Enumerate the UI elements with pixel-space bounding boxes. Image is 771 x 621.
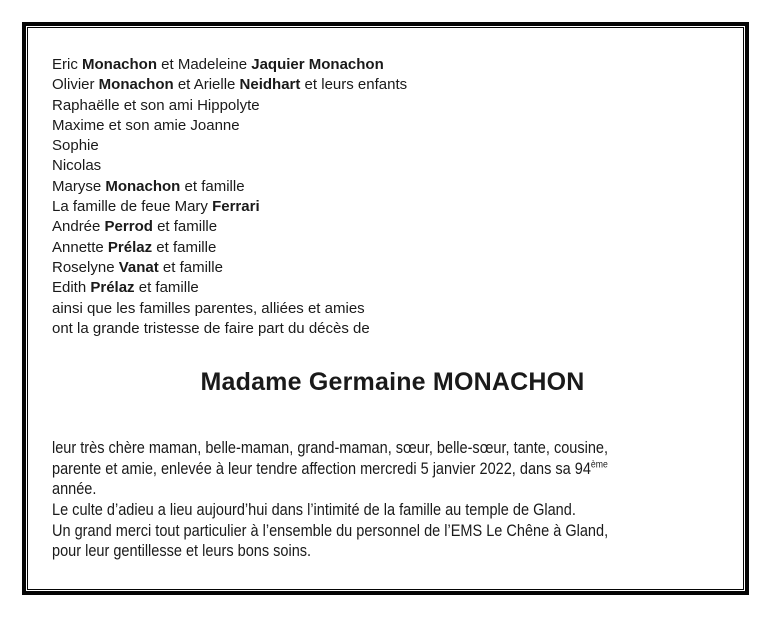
text-segment: et famille xyxy=(158,258,223,276)
surname-bold: Monachon xyxy=(82,56,157,73)
text-segment: ainsi que les familles parentes, alliées et amies xyxy=(52,299,365,317)
notice-line xyxy=(52,278,733,298)
notice-line xyxy=(52,459,651,480)
surname-bold: Monachon xyxy=(98,76,174,94)
notice-line xyxy=(52,197,733,217)
text-segment: La famille de feue Mary xyxy=(52,198,213,216)
surname-bold: Jaquier Monachon xyxy=(251,56,384,73)
text-segment: Un grand merci tout particulier à l’ensemble du personnel de l’EMS Le Chêne à Gland, xyxy=(52,521,609,540)
notice-line xyxy=(52,479,651,500)
surname-bold: Prélaz xyxy=(90,279,135,297)
text-segment: et famille xyxy=(152,218,218,236)
text-segment: Olivier xyxy=(52,76,99,94)
text-segment: et leurs enfants xyxy=(300,76,408,94)
text-segment: ont la grande tristesse de faire part du décès de xyxy=(52,319,370,337)
text-segment: Raphaëlle et son ami Hippolyte xyxy=(52,96,260,114)
notice-line xyxy=(52,156,733,176)
notice-line xyxy=(52,177,733,197)
text-segment: et Arielle xyxy=(173,76,240,94)
text-segment: et famille xyxy=(152,238,217,256)
text-segment: et Madeleine xyxy=(157,56,252,73)
notice-line xyxy=(52,116,733,136)
notice-line xyxy=(52,299,733,319)
notice-line xyxy=(52,217,733,237)
surname-bold: Monachon xyxy=(105,177,181,195)
family-names-list xyxy=(52,55,733,339)
ordinal-superscript: ème xyxy=(590,459,608,471)
deceased-name-title: Madame Germaine MONACHON xyxy=(200,368,585,397)
death-notice-frame xyxy=(22,22,749,595)
text-segment: et famille xyxy=(134,279,199,297)
text-segment: Edith xyxy=(52,279,91,297)
surname-bold: Neidhart xyxy=(239,76,301,94)
notice-line xyxy=(52,75,733,95)
text-segment: Le culte d’adieu a lieu aujourd’hui dans l’intimité de la famille au temple de Gland. xyxy=(52,500,576,519)
text-segment: et famille xyxy=(180,177,245,195)
surname-bold: Prélaz xyxy=(107,238,153,256)
text-segment: Nicolas xyxy=(52,157,102,175)
text-segment: Maryse xyxy=(52,177,106,195)
notice-line xyxy=(52,55,733,75)
text-segment: Andrée xyxy=(52,218,105,236)
notice-line xyxy=(52,521,651,542)
text-segment: pour leur gentillesse et leurs bons soins. xyxy=(52,542,312,561)
text-segment: Sophie xyxy=(52,137,99,155)
text-segment: Annette xyxy=(52,238,108,256)
notice-line xyxy=(52,238,733,258)
text-segment: Eric xyxy=(52,56,82,73)
notice-line xyxy=(52,96,733,116)
surname-bold: Ferrari xyxy=(212,198,260,216)
surname-bold: Vanat xyxy=(118,258,159,276)
text-segment: Roselyne xyxy=(52,258,119,276)
surname-bold: Perrod xyxy=(104,218,153,236)
text-segment: année. xyxy=(52,480,97,499)
death-notice-inner-rule xyxy=(27,27,744,590)
notice-line xyxy=(52,500,651,521)
notice-body-text xyxy=(52,438,733,562)
notice-line xyxy=(52,136,733,156)
notice-line xyxy=(52,438,651,459)
notice-line xyxy=(52,319,733,339)
text-segment: parente et amie, enlevée à leur tendre affection mercredi 5 janvier 2022, dans sa 94 xyxy=(52,459,591,478)
text-segment: Maxime et son amie Joanne xyxy=(52,116,240,134)
text-segment: leur très chère maman, belle-maman, grand-maman, sœur, belle-sœur, tante, cousine, xyxy=(52,439,609,458)
notice-line xyxy=(52,258,733,278)
notice-line xyxy=(52,541,651,562)
